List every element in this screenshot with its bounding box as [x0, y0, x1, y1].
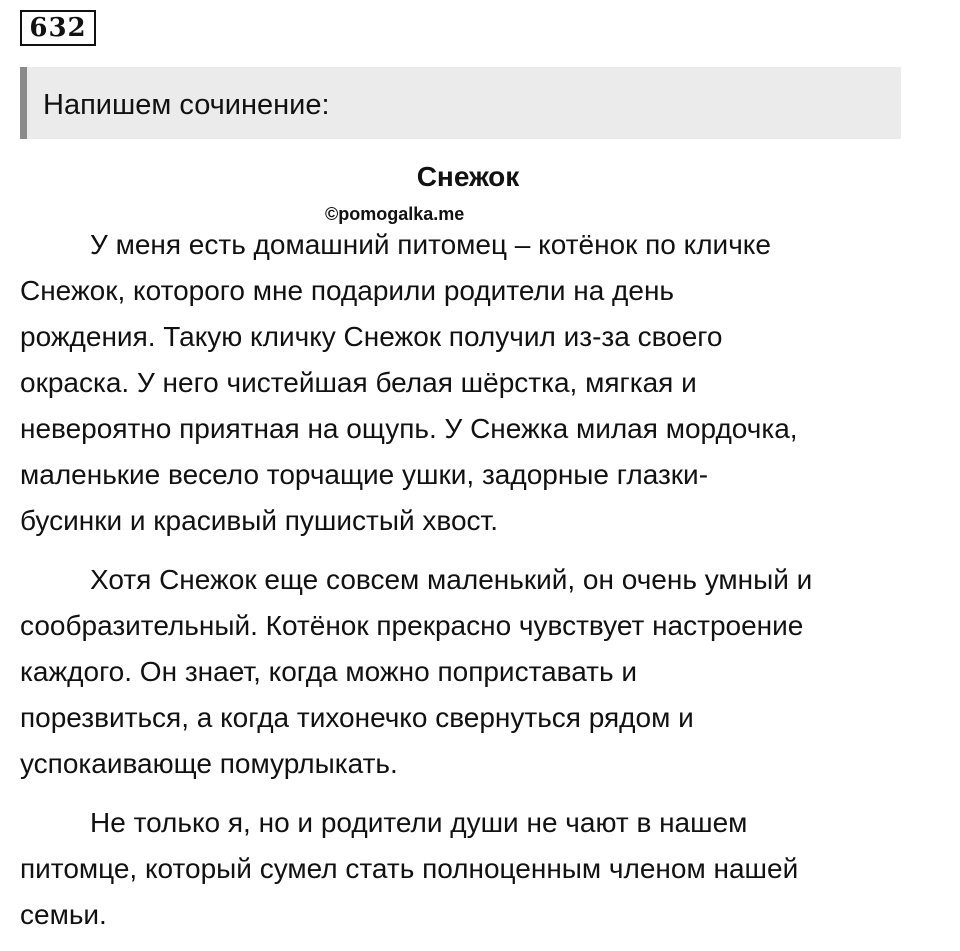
- paragraph-line: семьи.: [20, 899, 107, 930]
- paragraph-line: рождения. Такую кличку Снежок получил из-за своего: [20, 321, 723, 352]
- essay-title: Снежок: [416, 161, 520, 192]
- instruction-text: Напишем сочинение:: [43, 89, 330, 121]
- paragraph-line: Хотя Снежок еще совсем маленький, он очень умный и: [90, 564, 813, 595]
- paragraph-line: сообразительный. Котёнок прекрасно чувствует настроение: [20, 610, 804, 641]
- essay-body: [20, 222, 910, 951]
- paragraph-line: успокаивающе помурлыкать.: [20, 748, 398, 779]
- paragraph-line: Не только я, но и родители души не чают в нашем: [90, 807, 748, 838]
- paragraph-line: порезвиться, а когда тихонечко свернуться рядом и: [20, 702, 694, 733]
- paragraph-line: маленькие весело торчащие ушки, задорные глазки-: [20, 459, 709, 490]
- task-number: 632: [20, 10, 96, 46]
- paragraph-line: невероятно приятная на ощупь. У Снежка милая мордочка,: [20, 413, 798, 444]
- paragraph-line: окраска. У него чистейшая белая шёрстка, мягкая и: [20, 367, 697, 398]
- instruction-bar: [20, 67, 901, 139]
- paragraph-2: [20, 557, 910, 787]
- watermark: ©pomogalka.me: [325, 204, 465, 224]
- paragraph-line: У меня есть домашний питомец – котёнок по кличке: [90, 229, 771, 260]
- paragraph-line: каждого. Он знает, когда можно поприставать и: [20, 656, 637, 687]
- paragraph-line: бусинки и красивый пушистый хвост.: [20, 505, 499, 536]
- paragraph-3: [20, 800, 910, 938]
- paragraph-1: [20, 222, 910, 544]
- paragraph-line: питомце, который сумел стать полноценным членом нашей: [20, 853, 799, 884]
- paragraph-line: Снежок, которого мне подарили родители на день: [20, 275, 675, 306]
